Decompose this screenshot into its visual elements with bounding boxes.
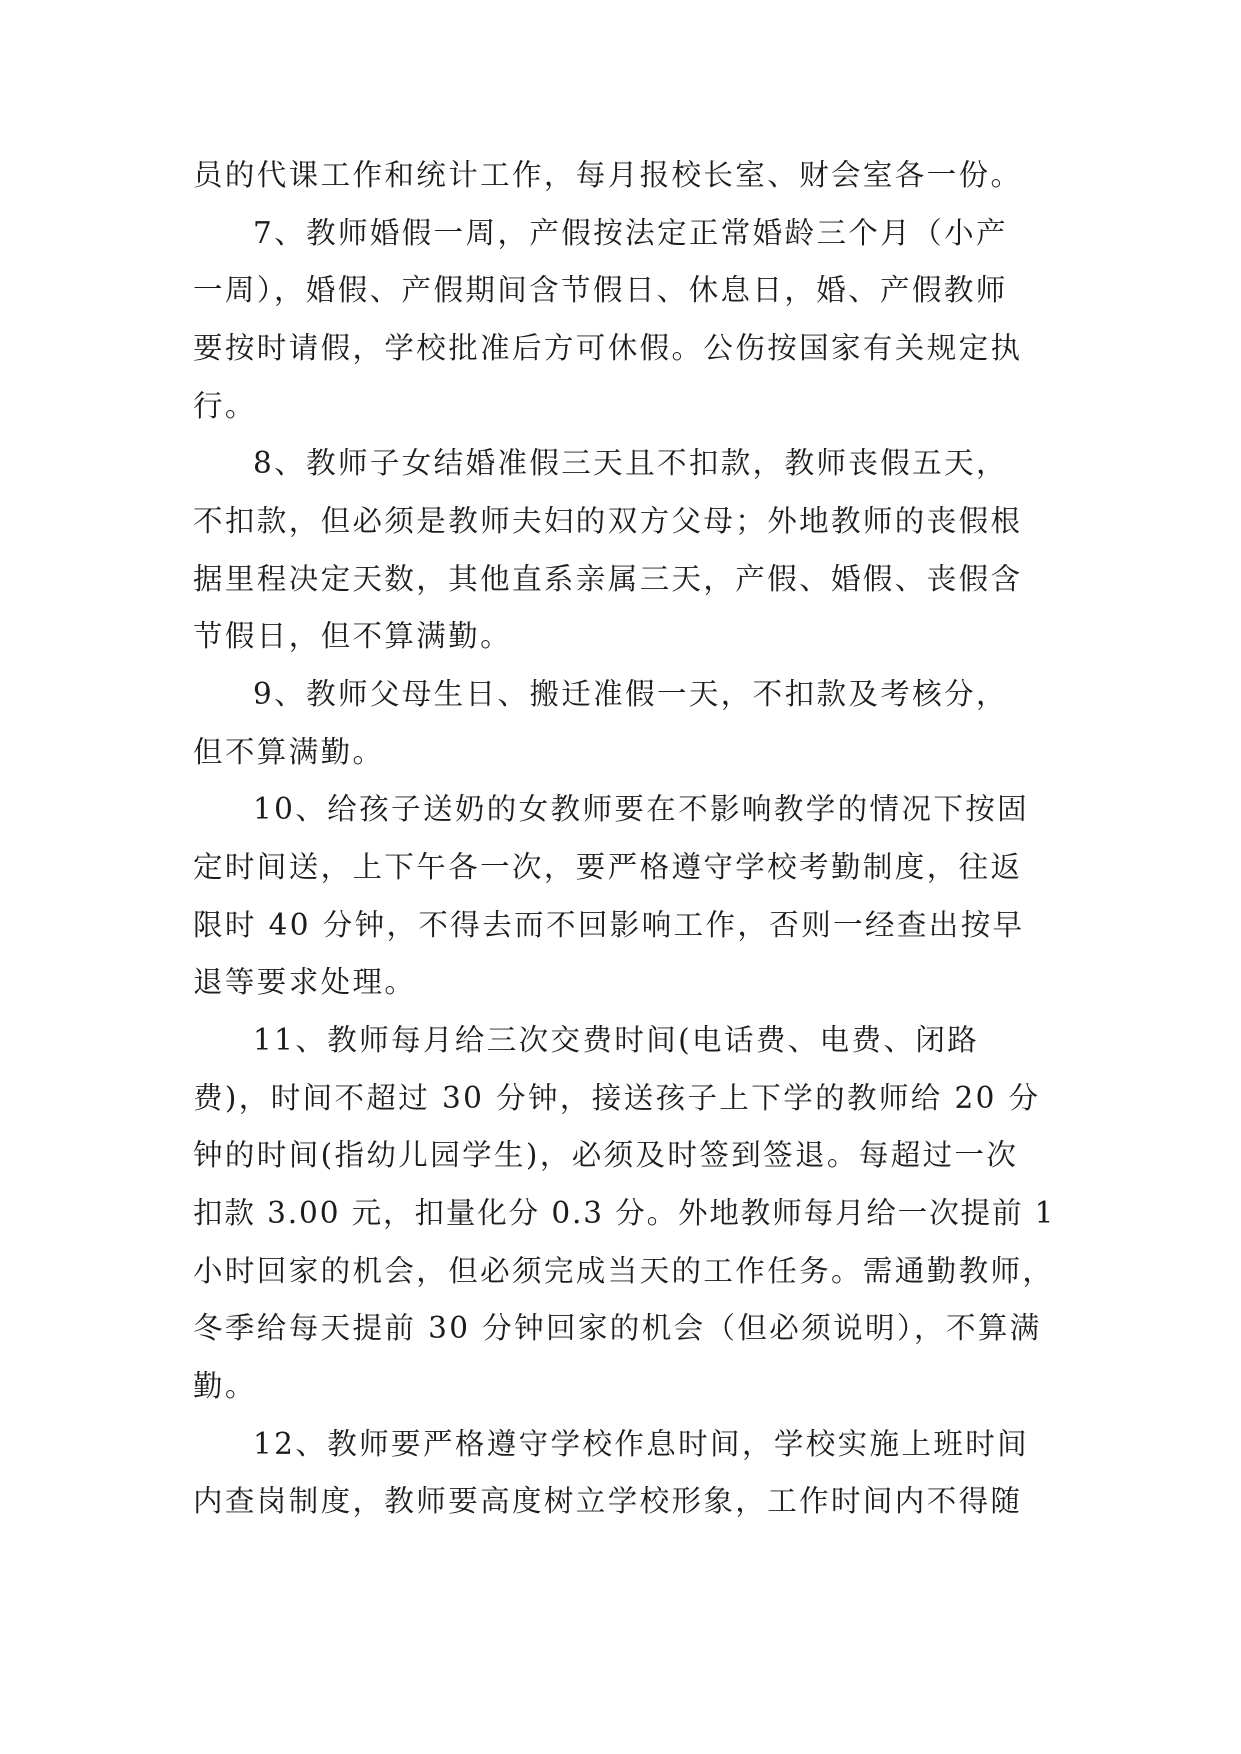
text-line: 费)，时间不超过 30 分钟，接送孩子上下学的教师给 20 分: [193, 1081, 1041, 1115]
text-line: 一周），婚假、产假期间含节假日、休息日，婚、产假教师: [193, 273, 1008, 307]
text-line: 扣款 3.00 元，扣量化分 0.3 分。外地教师每月给一次提前 1: [193, 1196, 1056, 1230]
text-line: 员的代课工作和统计工作，每月报校长室、财会室各一份。: [193, 158, 1023, 192]
text-line: 退等要求处理。: [193, 965, 417, 999]
text-line: 钟的时间(指幼儿园学生)，必须及时签到签退。每超过一次: [193, 1138, 1019, 1172]
text-line: 内查岗制度，教师要高度树立学校形象，工作时间内不得随: [193, 1484, 1023, 1518]
text-line: 限时 40 分钟，不得去而不回影响工作，否则一经查出按早: [193, 908, 1025, 942]
text-line: 7、教师婚假一周，产假按法定正常婚龄三个月（小产: [253, 216, 1008, 250]
text-line: 但不算满勤。: [193, 735, 385, 769]
text-line: 节假日，但不算满勤。: [193, 619, 513, 653]
text-line: 勤。: [193, 1369, 257, 1403]
text-line: 12、教师要严格遵守学校作息时间，学校实施上班时间: [253, 1427, 1030, 1461]
text-line: 要按时请假，学校批准后方可休假。公伤按国家有关规定执: [193, 331, 1023, 365]
text-line: 小时回家的机会，但必须完成当天的工作任务。需通勤教师，: [193, 1254, 1055, 1288]
text-line: 11、教师每月给三次交费时间(电话费、电费、闭路: [253, 1023, 980, 1057]
text-line: 8、教师子女结婚准假三天且不扣款，教师丧假五天，: [253, 446, 1008, 480]
text-line: 定时间送，上下午各一次，要严格遵守学校考勤制度，往返: [193, 850, 1023, 884]
text-line: 据里程决定天数，其他直系亲属三天，产假、婚假、丧假含: [193, 562, 1023, 596]
text-line: 冬季给每天提前 30 分钟回家的机会（但必须说明），不算满: [193, 1311, 1042, 1345]
text-line: 10、给孩子送奶的女教师要在不影响教学的情况下按固: [253, 792, 1030, 826]
text-line: 行。: [193, 389, 257, 423]
text-line: 不扣款，但必须是教师夫妇的双方父母；外地教师的丧假根: [193, 504, 1023, 538]
text-line: 9、教师父母生日、搬迁准假一天，不扣款及考核分，: [253, 677, 1008, 711]
